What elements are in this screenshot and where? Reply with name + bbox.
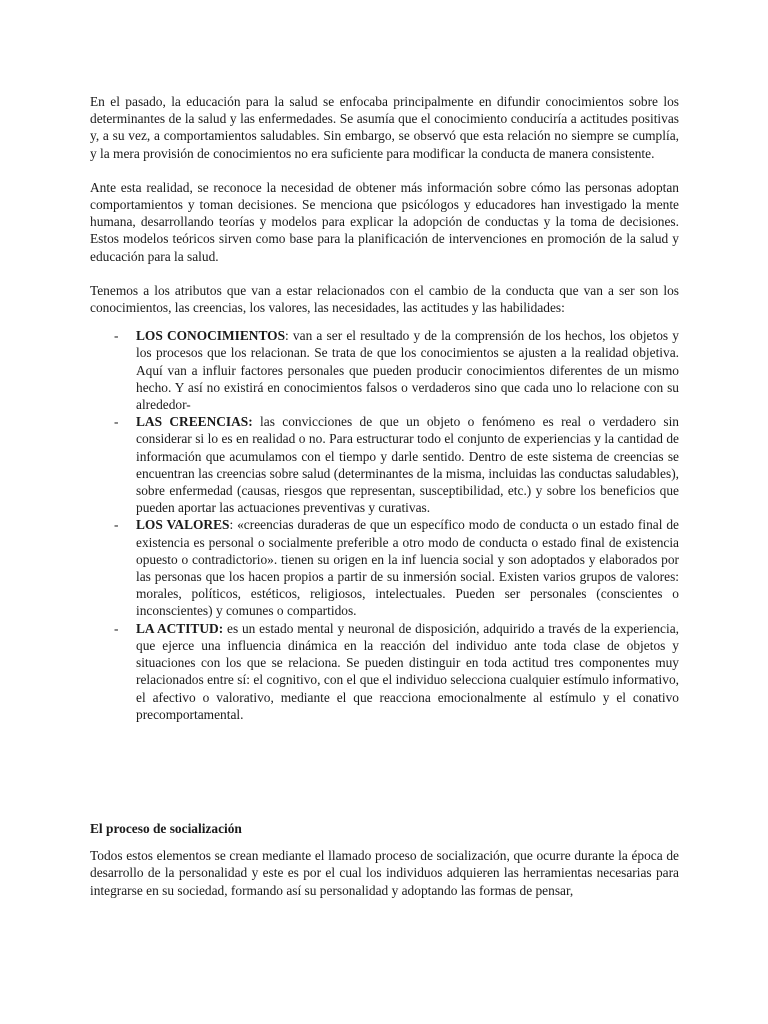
bullet-dash: - [114,328,119,344]
term-creencias: LAS CREENCIAS: [136,414,253,430]
paragraph-context: Ante esta realidad, se reconoce la necesidad de obtener más información sobre cómo las personas adoptan comportamientos y toman decisiones. Se menciona que psicólogos y educadores han investigado la mente humana, desarrollando teorías y modelos para explicar la adopción de conductas y la toma de decisiones. Estos modelos teóricos sirven como base para la planificación de intervenciones en promoción de la salud y educación para la salud. [90,179,679,264]
paragraph-socialization: Todos estos elementos se crean mediante el llamado proceso de socialización, que ocurre durante la época de desarrollo de la personalidad y este es por el cual los individuos adquieren las herramientas necesarias para integrarse en su sociedad, formando así su personalidad y adoptando las formas de pensar, [90,848,679,898]
list-item-creencias [90,413,679,516]
bullet-dash: - [114,414,119,430]
list-item-valores [90,516,679,619]
term-conocimientos: LOS CONOCIMIENTOS [136,328,286,344]
definition-conocimientos: : van a ser el resultado y de la comprensión de los hechos, los objetos y los procesos que los relacionan. Se trata de que los conocimientos se ajusten a la realidad objetiva. Aquí van a influir factores personales que pueden producir conocimientos diferentes de un mismo hecho. Y así no existirá en conocimientos falsos o verdaderos sino que cada uno lo relacione con su alrededor- [136,328,679,413]
bullet-dash: - [114,620,119,636]
list-item-actitud [90,620,679,723]
list-item-conocimientos [90,327,679,413]
term-valores: LOS VALORES [136,517,230,533]
definition-creencias: las convicciones de que un objeto o fenómeno es real o verdadero sin considerar si lo es en realidad o no. Para estructurar todo el conjunto de experiencias y la cantidad de información que acumulamos con el tiempo y darle sentido. Dentro de este sistema de creencias se encuentran las creencias sobre salud (determinantes de la misma, incluidas las conductas saludables), sobre enfermedad (causas, riesgos que representan, susceptibilidad, etc.) y sobre los beneficios que pueden aportar las actuaciones preventivas y curativas. [136,414,679,516]
paragraph-attributes: Tenemos a los atributos que van a estar relacionados con el cambio de la conducta que van a ser son los conocimientos, las creencias, los valores, las necesidades, las actitudes y las habilidades: [90,282,679,316]
bullet-dash: - [114,517,119,533]
attribute-list [90,327,679,723]
section-heading: El proceso de socialización [90,820,242,836]
paragraph-intro: En el pasado, la educación para la salud se enfocaba principalmente en difundir conocimientos sobre los determinantes de la salud y las enfermedades. Se asumía que el conocimiento conduciría a actitudes positivas y, a su vez, a comportamientos saludables. Sin embargo, se observó que esta relación no siempre se cumplía, y la mera provisión de conocimientos no era suficiente para modificar la conducta de manera consistente. [90,94,679,161]
definition-actitud: es un estado mental y neuronal de disposición, adquirido a través de la experiencia, que ejerce una influencia dinámica en la reacción del individuo ante toda clase de objetos y situaciones con los que se relaciona. Se pueden distinguir en toda actitud tres componentes muy relacionados entre sí: el cognitivo, con el que el individuo selecciona cualquier estímulo informativo, el afectivo o valorativo, mediante el que reacciona emocionalmente al estímulo y el conativo precomportamental. [136,620,680,722]
definition-valores: : «creencias duraderas de que un específico modo de conducta o un estado final de existencia es personal o socialmente preferible a otro modo de conducta o estado final de existencia opuesto o contradictorio». tienen su origen en la inf luencia social y son adoptados y elaborados por las personas que los hacen propios a partir de su inmersión social. Existen varios grupos de valores: morales, políticos, estéticos, religiosos, intelectuales. Pueden ser personales (conscientes o inconscientes) y comunes o compartidos. [136,517,679,619]
term-actitud: LA ACTITUD: [136,620,224,636]
